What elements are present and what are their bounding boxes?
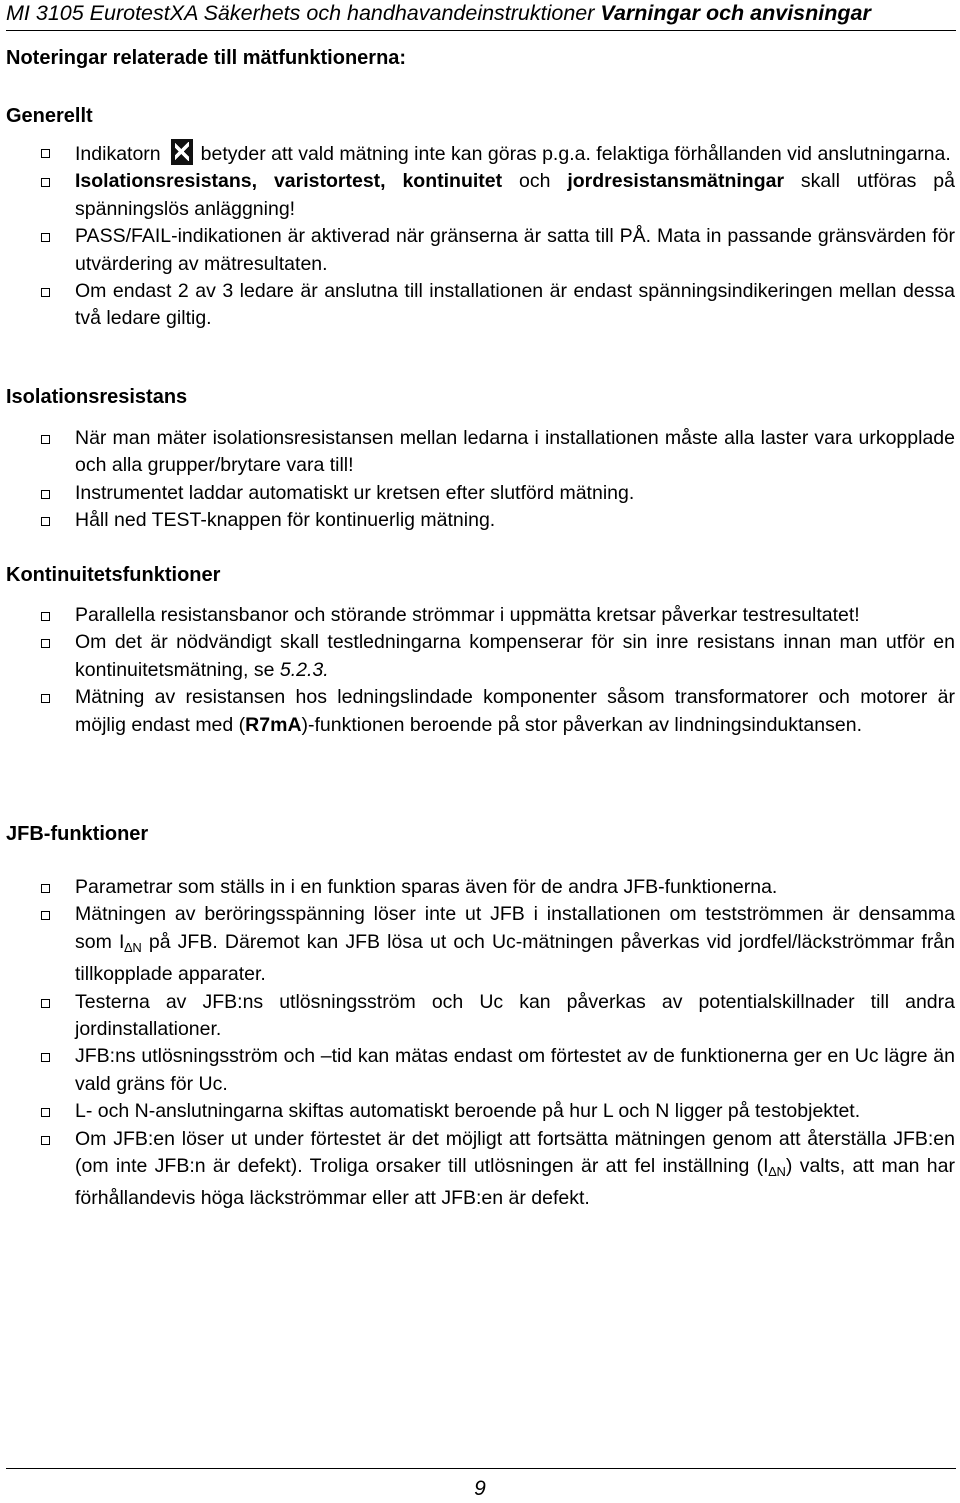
list-item: Isolationsresistans, varistortest, kontinuitet och jordresistansmätningar skall utföras på spänningslös anläggning! bbox=[0, 168, 960, 223]
checkbox-bullet-icon bbox=[41, 911, 50, 920]
checkbox-bullet-icon bbox=[41, 694, 50, 703]
measurement-blocked-icon bbox=[171, 139, 193, 165]
insulation-heading: Isolationsresistans bbox=[6, 386, 188, 408]
list-item: Parallella resistansbanor och störande strömmar i uppmätta kretsar påverkar testresultatet! bbox=[0, 602, 960, 629]
page-header bbox=[6, 0, 956, 31]
list-item: Mätning av resistansen hos ledningslindade komponenter såsom transformatorer och motorer är möjlig endast med (R7mA)-funktionen beroende på stor påverkan av lindningsinduktansen. bbox=[0, 684, 960, 739]
list-item: Om endast 2 av 3 ledare är anslutna till installationen är endast spänningsindikeringen mellan dessa två ledare giltig. bbox=[0, 278, 960, 333]
continuity-list bbox=[0, 602, 960, 739]
document-title: MI 3105 EurotestXA Säkerhets och handhavandeinstruktioner bbox=[6, 1, 595, 25]
list-item: Håll ned TEST-knappen för kontinuerlig mätning. bbox=[0, 507, 960, 534]
checkbox-bullet-icon bbox=[41, 517, 50, 526]
checkbox-bullet-icon bbox=[41, 288, 50, 297]
list-item: Instrumentet laddar automatiskt ur kretsen efter slutförd mätning. bbox=[0, 480, 960, 507]
general-heading: Generellt bbox=[6, 105, 93, 127]
checkbox-bullet-icon bbox=[41, 149, 50, 158]
list-item: Mätningen av beröringsspänning löser inte ut JFB i installationen om testströmmen är densamma som $I_{\Delta N}$ på JFB. Däremot kan JFB lösa ut och Uc-mätningen påverkas vid jordfel/läckströmmar från tillkopplade apparater. bbox=[0, 901, 960, 988]
list-item: Testerna av JFB:ns utlösningsström och Uc kan påverkas av potentialskillnader till andra jordinstallationer. bbox=[0, 989, 960, 1044]
list-item: Om JFB:en löser ut under förtestet är det möjligt att fortsätta mätningen genom att återställa JFB:en (om inte JFB:n är defekt). Troliga orsaker till utlösningen är att fel inställning $(I_{\Delta N})$ valts, att man har förhållandevis höga läckströmmar eller att JFB:en är defekt. bbox=[0, 1126, 960, 1213]
checkbox-bullet-icon bbox=[41, 435, 50, 444]
list-item: PASS/FAIL-indikationen är aktiverad när gränserna är satta till PÅ. Mata in passande gränsvärden för utvärdering av mätresultaten. bbox=[0, 223, 960, 278]
checkbox-bullet-icon bbox=[41, 1053, 50, 1062]
section-title: Varningar och anvisningar bbox=[600, 1, 871, 25]
page-number: 9 bbox=[474, 1477, 486, 1500]
rcd-heading: JFB-funktioner bbox=[6, 823, 149, 845]
rcd-list bbox=[0, 874, 960, 1213]
section-reference-link[interactable]: 5.2.3. bbox=[279, 658, 329, 681]
checkbox-bullet-icon bbox=[41, 612, 50, 621]
checkbox-bullet-icon bbox=[41, 884, 50, 893]
list-item: L- och N-anslutningarna skiftas automatiskt beroende på hur L och N ligger på testobjektet. bbox=[0, 1098, 960, 1125]
checkbox-bullet-icon bbox=[41, 233, 50, 242]
notes-heading: Noteringar relaterade till mätfunktionerna: bbox=[6, 47, 407, 69]
checkbox-bullet-icon bbox=[41, 1136, 50, 1145]
checkbox-bullet-icon bbox=[41, 639, 50, 648]
insulation-list bbox=[0, 425, 960, 535]
continuity-heading: Kontinuitetsfunktioner bbox=[6, 564, 221, 586]
list-item: När man mäter isolationsresistansen mellan ledarna i installationen måste alla laster vara urkopplade och alla grupper/brytare vara till! bbox=[0, 425, 960, 480]
list-item: JFB:ns utlösningsström och –tid kan mätas endast om förtestet av de funktionerna ger en Uc lägre än vald gräns för Uc. bbox=[0, 1043, 960, 1098]
checkbox-bullet-icon bbox=[41, 178, 50, 187]
checkbox-bullet-icon bbox=[41, 1108, 50, 1117]
footer-divider bbox=[6, 1468, 956, 1469]
checkbox-bullet-icon bbox=[41, 999, 50, 1008]
checkbox-bullet-icon bbox=[41, 490, 50, 499]
list-item: Om det är nödvändigt skall testledningarna kompenserar för sin inre resistans innan man utför en kontinuitetsmätning, se 5.2.3. bbox=[0, 629, 960, 684]
general-list bbox=[0, 139, 960, 333]
list-item: Indikatorn betyder att vald mätning inte kan göras p.g.a. felaktiga förhållanden vid anslutningarna. bbox=[0, 139, 960, 168]
list-item: Parametrar som ställs in i en funktion sparas även för de andra JFB-funktionerna. bbox=[0, 874, 960, 901]
